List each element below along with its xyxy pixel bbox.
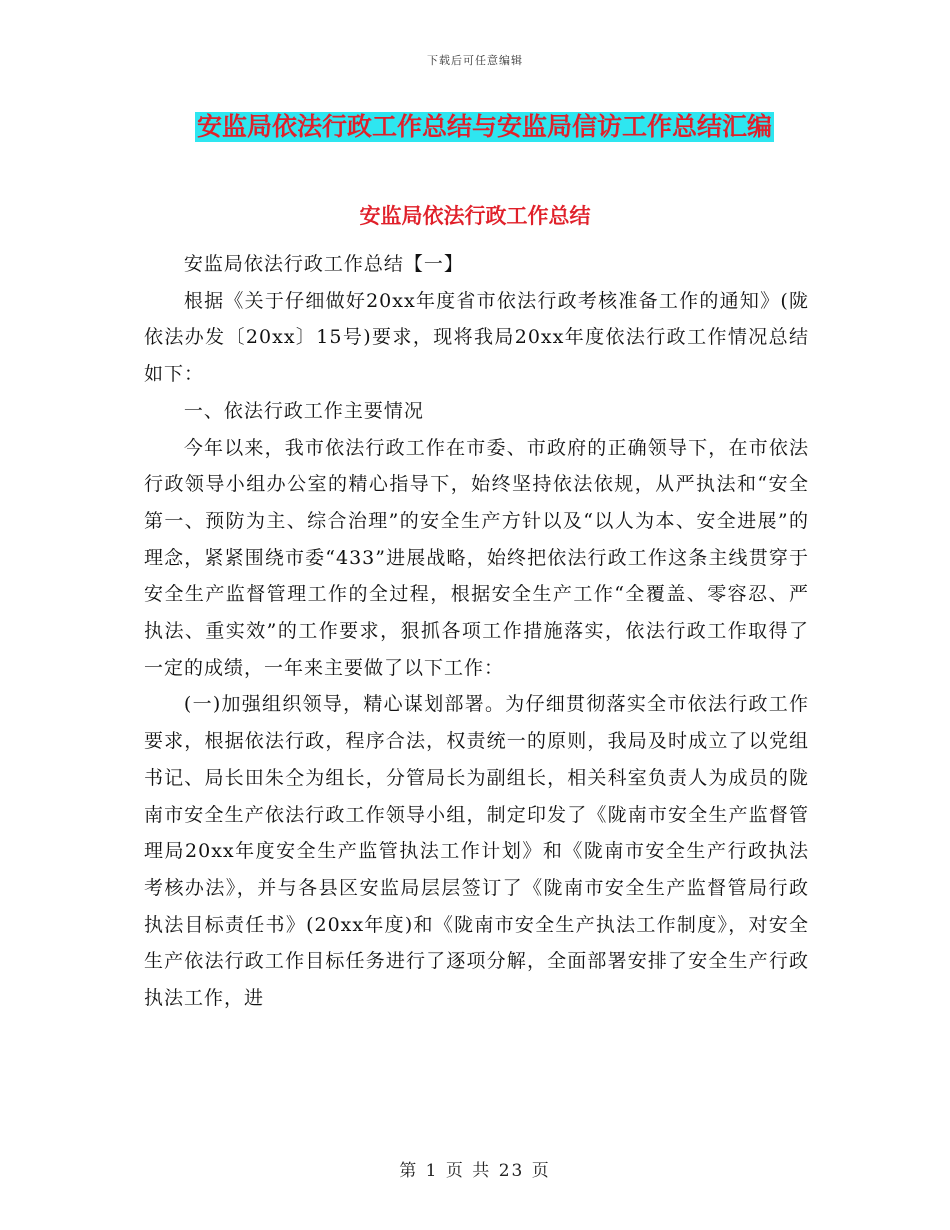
paragraph-intro: 根据《关于仔细做好20xx年度省市依法行政考核准备工作的通知》(陇依法办发〔20xx〕15号)要求，现将我局20xx年度依法行政工作情况总结如下： xyxy=(144,289,809,386)
page-header-note: 下载后可任意编辑 xyxy=(427,54,523,67)
page-number: 第 1 页 共 23 页 xyxy=(399,1161,551,1181)
paragraph-overview: 今年以来，我市依法行政工作在市委、市政府的正确领导下，在市依法行政领导小组办公室的精心指导下，始终坚持依法依规，从严执法和“安全第一、预防为主、综合治理”的安全生产方针以及“以人为本、安全进展”的理念，紧紧围绕市委“433”进展战略，始终把依法行政工作这条主线贯穿于安全生产监督管理工作的全过程，根据安全生产工作“全覆盖、零容忍、严执法、重实效”的工作要求，狠抓各项工作措施落实，依法行政工作取得了一定的成绩，一年来主要做了以下工作： xyxy=(144,436,809,679)
section-title: 安监局依法行政工作总结 xyxy=(359,204,591,228)
document-body xyxy=(144,246,809,1017)
paragraph-item-1: (一)加强组织领导，精心谋划部署。为仔细贯彻落实全市依法行政工作要求，根据依法行政，程序合法，权责统一的原则，我局及时成立了以党组书记、局长田朱仝为组长，分管局长为副组长，相关科室负责人为成员的陇南市安全生产依法行政工作领导小组，制定印发了《陇南市安全生产监督管理局20xx年度安全生产监管执法工作计划》和《陇南市安全生产行政执法考核办法》，并与各县区安监局层层签订了《陇南市安全生产监督管局行政执法目标责任书》(20xx年度)和《陇南市安全生产执法工作制度》，对安全生产依法行政工作目标任务进行了逐项分解，全面部署安排了安全生产行政执法工作，进 xyxy=(144,693,809,1010)
paragraph-heading-1: 一、依法行政工作主要情况 xyxy=(183,399,424,422)
paragraph-subtitle: 安监局依法行政工作总结【一】 xyxy=(183,253,464,275)
document-title: 安监局依法行政工作总结与安监局信访工作总结汇编 xyxy=(197,112,773,141)
